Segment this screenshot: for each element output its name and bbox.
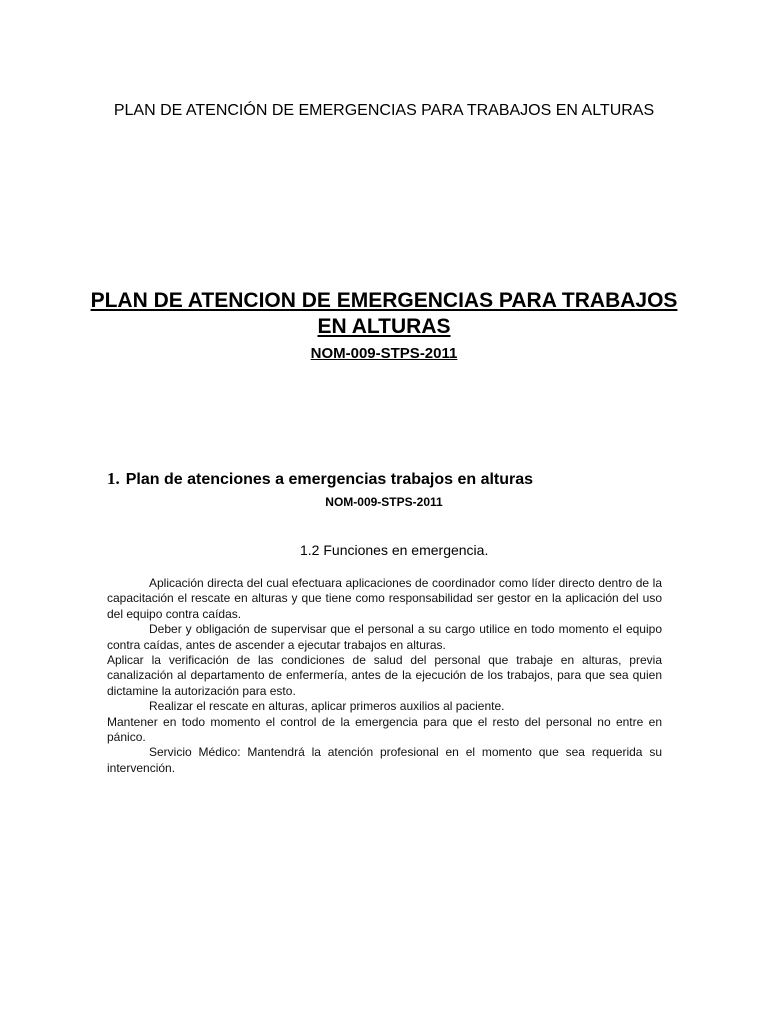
section-heading	[107, 468, 667, 491]
paragraph: Mantener en todo momento el control de la emergencia para que el resto del personal no entre en pánico.	[107, 714, 662, 745]
document-main-title-norm: NOM-009-STPS-2011	[310, 345, 458, 362]
paragraph: Aplicar la verificación de las condiciones de salud del personal que trabaje en alturas, previa canalización al departamento de enfermería, antes de la ejecución de los trabajos, para que sea quien dictamine la autorización para esto.	[107, 653, 662, 698]
paragraph: Realizar el rescate en alturas, aplicar primeros auxilios al paciente.	[149, 699, 505, 714]
paragraph: Servicio Médico: Mantendrá la atención profesional en el momento que sea requerida su intervención.	[107, 745, 662, 775]
section-heading-text: Plan de atenciones a emergencias trabajos en alturas	[125, 471, 534, 488]
subsection-heading: 1.2 Funciones en emergencia.	[300, 542, 489, 558]
document-main-title: PLAN DE ATENCION DE EMERGENCIAS PARA TRABAJOS EN ALTURAS	[90, 289, 678, 338]
paragraph: Aplicación directa del cual efectuara aplicaciones de coordinador como líder directo dentro de la capacitación el rescate en alturas y que tiene como responsabilidad ser gestor en la aplicación del uso del equipo contra caídas.	[107, 576, 662, 621]
section-number: 1.	[107, 469, 120, 488]
body-text	[107, 576, 662, 776]
paragraph: Deber y obligación de supervisar que el personal a su cargo utilice en todo momento el equipo contra caídas, antes de ascender a ejecutar trabajos en alturas.	[107, 622, 662, 652]
section-norm: NOM-009-STPS-2011	[325, 495, 443, 509]
document-title-top: PLAN DE ATENCIÓN DE EMERGENCIAS PARA TRABAJOS EN ALTURAS	[113, 102, 655, 119]
